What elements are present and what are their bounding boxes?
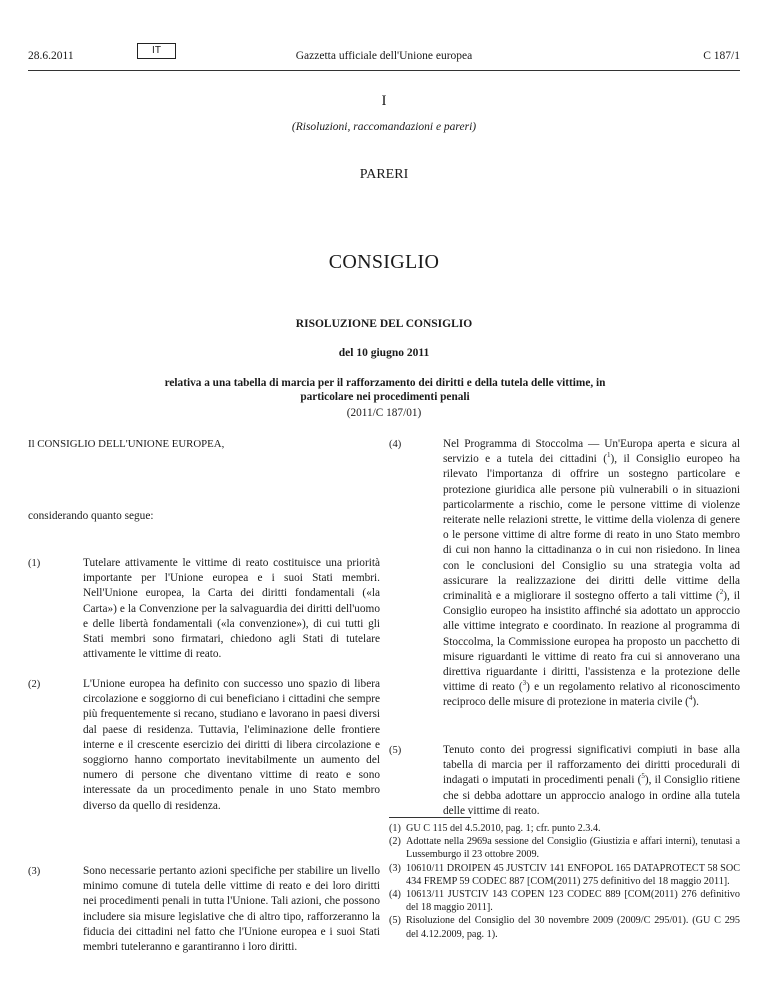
recital-number: (3) bbox=[28, 866, 41, 877]
journal-title: Gazzetta ufficiale dell'Unione europea bbox=[295, 50, 473, 62]
footnotes bbox=[389, 822, 740, 941]
footnote bbox=[389, 888, 740, 914]
page-reference: C 187/1 bbox=[703, 50, 740, 62]
footnote-ref: 1 bbox=[606, 451, 611, 460]
footnote-mark: (4) bbox=[389, 889, 401, 901]
document-subject bbox=[100, 376, 670, 404]
footnote-text: Risoluzione del Consiglio del 30 novembre 2009 (2009/C 295/01). (GU C 295 del 4.12.2009, pag. 1). bbox=[406, 915, 740, 940]
recital-text: L'Unione europea ha definito con successo uno spazio di libera circolazione e soggiorno di cui beneficiano i cittadini che sempre più frequentemente si recano, studiano e lavorano in paesi diversi dal paese di residenza. Tuttavia, l'eliminazione delle frontiere interne e il crescente esercizio dei diritti di libera circolazione e soggiorno hanno comportato inevitabilmente un aumento del numero di persone che diventano vittime di reato e sono interessate da un procedimento penale in uno Stato membro diverso da quello di residenza. bbox=[83, 678, 380, 812]
institution-heading: CONSIGLIO bbox=[328, 251, 440, 273]
document-title: RISOLUZIONE DEL CONSIGLIO bbox=[295, 318, 473, 330]
footnote-text: 10613/11 JUSTCIV 143 COPEN 123 CODEC 889 [COM(2011) 276 definitivo del 18 maggio 2011]. bbox=[406, 889, 740, 914]
footnote-text: 10610/11 DROIPEN 45 JUSTCIV 141 ENFOPOL 165 DATAPROTECT 58 SOC 434 FREMP 59 CODEC 887 [COM(2011) 275 definitivo del 18 maggio 2011]. bbox=[406, 862, 740, 887]
footnote bbox=[389, 862, 740, 888]
recital-text: Tenuto conto dei progressi significativi compiuti in base alla tabella di marcia per il rafforzamento dei diritti procedurali di indagati o imputati in procedimenti penali ($^5$), il Consiglio ritiene che si debba adottare un approccio analogo in ordine alla tutela delle vittime di reato. bbox=[443, 744, 740, 817]
footnote-mark: (1) bbox=[389, 823, 401, 834]
footnote-ref: 2 bbox=[719, 588, 724, 597]
language-badge: IT bbox=[137, 43, 176, 59]
recital-number: (1) bbox=[28, 558, 41, 569]
subject-line-1: relativa a una tabella di marcia per il rafforzamento dei diritti e della tutela delle vittime, in bbox=[164, 377, 606, 389]
footnote bbox=[389, 914, 740, 940]
document-date: del 10 giugno 2011 bbox=[338, 347, 430, 359]
publication-date: 28.6.2011 bbox=[28, 50, 74, 62]
footnote-text: Adottate nella 2969a sessione del Consiglio (Giustizia e affari interni), tenutasi a Lussemburgo il 23 ottobre 2009. bbox=[406, 836, 740, 861]
recital-number: (4) bbox=[389, 439, 402, 450]
footnote-text: GU C 115 del 4.5.2010, pag. 1; cfr. punto 2.3.4. bbox=[406, 823, 601, 834]
footnote-mark: (2) bbox=[389, 836, 401, 848]
footnote-ref: 3 bbox=[522, 679, 527, 688]
recital-text: Nel Programma di Stoccolma — Un'Europa aperta e sicura al servizio e a tutela dei cittadini ($^1$), il Consiglio europeo ha rilevato l'importanza di offrire un sostegno particolare e protezione giuridica alle persone più vulnerabili o in situazioni particolarmente a rischio, come le persone vittime di violenze reiterate nelle relazioni strette, le vittime della violenza di genere o le persone vittime di altre forme di reato in uno Stato membro di cui non hanno la cittadinanza o in cui non risiedono. In linea con le conclusioni del Consiglio su una strategia volta ad assicurare la realizzazione dei diritti delle vittime della criminalità e a migliorare il sostegno offerto a tali vittime ($^2$), il Consiglio europeo ha insistito affinché sia adottato un approccio alle vittime integrato e coordinato. In reazione al programma di Stoccolma, la Commissione europea ha proposto un pacchetto di misure riguardanti le vittime di reato fra cui si annoverano una direttiva riguardante i diritti, l'assistenza e la protezione delle vittime di reato ($^3$) e un regolamento relativo al riconoscimento reciproco delle misure di protezione in materia civile ($^4$). bbox=[443, 438, 740, 709]
footnote-mark: (5) bbox=[389, 915, 401, 927]
preamble-actor: Il CONSIGLIO DELL'UNIONE EUROPEA, bbox=[28, 438, 225, 450]
footnote-ref: 5 bbox=[641, 772, 645, 781]
preamble-considering: considerando quanto segue: bbox=[28, 510, 154, 522]
recital-number: (5) bbox=[389, 745, 402, 756]
section-roman: I bbox=[381, 93, 387, 109]
footnote-mark: (3) bbox=[389, 862, 401, 874]
recital-number: (2) bbox=[28, 679, 41, 690]
footnote-rule bbox=[389, 817, 471, 818]
footnote-ref: 4 bbox=[688, 694, 693, 703]
recital-text: Sono necessarie pertanto azioni specifiche per stabilire un livello minimo comune di tutela delle vittime di reato e dei loro diritti nei procedimenti penali in tutta l'Unione. Tali azioni, che possono includere sia misure legislative che di altro tipo, rafforzeranno la fiducia dei cittadini nel fatto che l'Unione europea e i suoi Stati membri tuteleranno e garantiranno i loro diritti. bbox=[83, 865, 380, 954]
document-reference: (2011/C 187/01) bbox=[346, 407, 422, 419]
footnote bbox=[389, 822, 740, 835]
subject-line-2: particolare nei procedimenti penali bbox=[300, 391, 470, 403]
section-subtitle: (Risoluzioni, raccomandazioni e pareri) bbox=[291, 121, 477, 133]
footnote bbox=[389, 835, 740, 861]
recital-text: Tutelare attivamente le vittime di reato costituisce una priorità importante per l'Unione europea e i suoi Stati membri. Nell'Unione europea, la Carta dei diritti fondamentali («la Carta») e la Convenzione per la salvaguardia dei diritti dell'uomo e delle libertà fondamentali («la convenzione»), di cui tutti gli Stati membri sono firmatari, chiedono agli Stati di tutelare attivamente le vittime di reato. bbox=[83, 557, 380, 661]
section-type: PARERI bbox=[359, 167, 409, 182]
header-rule bbox=[28, 70, 740, 71]
